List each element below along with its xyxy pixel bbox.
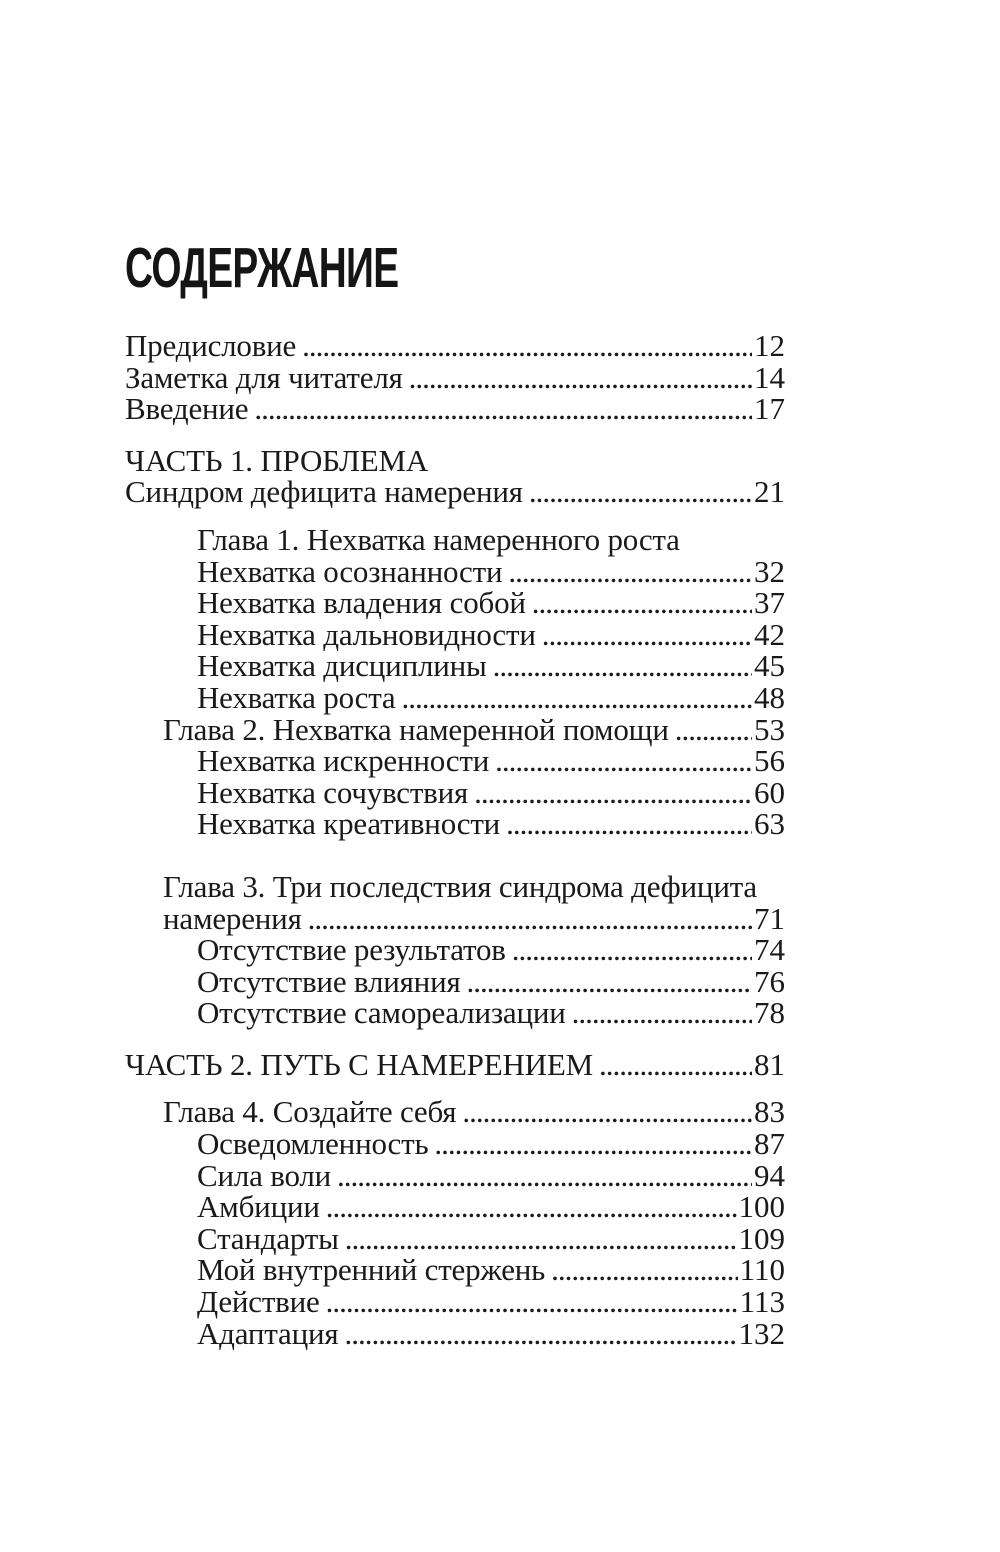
toc-entry-label: Глава 1. Нехватка намеренного роста (197, 521, 680, 557)
dot-leader (344, 1318, 736, 1350)
toc-entry-page: 113 (739, 1284, 785, 1320)
toc-entry-label: Отсутствие влияния (197, 963, 461, 999)
dot-leader (434, 1128, 752, 1160)
toc-entry-page: 76 (754, 963, 785, 999)
toc-entry-page: 14 (754, 359, 785, 395)
toc-entry (125, 679, 785, 715)
toc-entry (125, 934, 785, 966)
dot-leader (254, 393, 752, 425)
page-title: СОДЕРЖАНИЕ (125, 236, 399, 300)
toc-entry-label: Осведомленность (197, 1126, 429, 1162)
toc-entry-page: 81 (754, 1046, 785, 1082)
dot-leader (495, 745, 752, 777)
toc-entry-label: ЧАСТЬ 1. ПРОБЛЕМА (125, 442, 429, 478)
toc-entry (125, 616, 785, 652)
toc-entry (125, 393, 785, 425)
toc-entry-page: 100 (738, 1189, 785, 1225)
toc-entry-page: 87 (754, 1126, 785, 1162)
toc-entry-label: намерения (163, 900, 302, 936)
dot-leader (462, 1096, 752, 1128)
dot-leader (308, 903, 752, 935)
toc-entry-label: Нехватка креативности (197, 806, 501, 842)
toc-list (125, 330, 785, 1349)
dot-leader (675, 714, 752, 746)
toc-entry-label: ЧАСТЬ 2. ПУТЬ С НАМЕРЕНИЕМ (125, 1046, 593, 1082)
toc-entry (125, 1191, 785, 1223)
dot-leader (337, 1160, 752, 1192)
dot-leader (493, 650, 752, 682)
toc-entry-label: Нехватка сочувствия (197, 774, 469, 810)
toc-entry-page: 78 (754, 995, 785, 1031)
toc-entry-label: Амбиции (197, 1189, 320, 1225)
toc-entry (125, 1046, 785, 1082)
toc-entry (125, 745, 785, 777)
toc-entry (125, 359, 785, 395)
toc-entry-label: Заметка для читателя (125, 359, 403, 395)
toc-entry (125, 330, 785, 362)
toc-entry-label: Адаптация (197, 1315, 339, 1351)
toc-entry-label: Сила воли (197, 1157, 332, 1193)
dot-leader (467, 966, 752, 998)
toc-entry (125, 1254, 785, 1286)
toc-entry-label: Отсутствие результатов (197, 932, 506, 968)
toc-entry-page: 48 (754, 679, 785, 715)
toc-entry (125, 521, 785, 557)
toc-entry (125, 650, 785, 682)
toc-entry (125, 808, 785, 840)
toc-entry-page: 109 (738, 1220, 785, 1256)
dot-leader (326, 1286, 738, 1318)
toc-entry-label: Синдром дефицита намерения (125, 474, 523, 510)
toc-entry (125, 1315, 785, 1351)
toc-entry-label: Нехватка искренности (197, 743, 490, 779)
toc-entry (125, 1128, 785, 1160)
toc-content (125, 238, 785, 1349)
toc-entry (125, 553, 785, 589)
dot-leader (542, 619, 752, 651)
toc-entry-label: Глава 3. Три последствия синдрома дефицита (163, 868, 757, 904)
toc-entry-page: 53 (754, 711, 785, 747)
toc-entry-label: Нехватка дисциплины (197, 648, 487, 684)
dot-leader (402, 682, 753, 714)
dot-leader (302, 330, 752, 362)
dot-leader (529, 476, 752, 508)
toc-entry-page: 83 (754, 1094, 785, 1130)
toc-entry (125, 1096, 785, 1128)
toc-entry-page: 45 (754, 648, 785, 684)
toc-entry-page: 110 (739, 1252, 785, 1288)
dot-leader (326, 1191, 737, 1223)
toc-entry (125, 868, 785, 904)
dot-leader (551, 1254, 738, 1286)
toc-entry-label: Нехватка роста (197, 679, 396, 715)
dot-leader (512, 934, 752, 966)
toc-entry-label: Нехватка осознанности (197, 553, 503, 589)
toc-entry-page: 32 (754, 553, 785, 589)
toc-entry (125, 963, 785, 999)
dot-leader (508, 556, 752, 588)
toc-entry (125, 1157, 785, 1193)
toc-entry (125, 1286, 785, 1318)
toc-entry-label: Нехватка дальновидности (197, 616, 536, 652)
dot-leader (599, 1049, 752, 1081)
toc-entry-label: Предисловие (125, 328, 297, 363)
toc-entry-label: Стандарты (197, 1220, 339, 1256)
toc-entry-page: 60 (754, 774, 785, 810)
toc-entry-page: 12 (754, 328, 785, 363)
toc-entry-page: 56 (754, 743, 785, 779)
dot-leader (572, 997, 752, 1029)
toc-entry (125, 476, 785, 508)
dot-leader (506, 808, 752, 840)
toc-entry (125, 711, 785, 747)
toc-entry-label: Нехватка владения собой (197, 585, 526, 621)
toc-entry (125, 774, 785, 810)
toc-entry (125, 997, 785, 1029)
toc-entry-page: 17 (754, 391, 785, 427)
toc-entry-page: 132 (738, 1315, 785, 1351)
toc-entry (125, 900, 785, 936)
toc-entry (125, 442, 785, 478)
toc-entry-page: 71 (754, 900, 785, 936)
dot-leader (474, 777, 752, 809)
dot-leader (409, 362, 752, 394)
toc-entry-label: Мой внутренний стержень (197, 1252, 546, 1288)
toc-entry (125, 587, 785, 619)
toc-entry-page: 37 (754, 585, 785, 621)
toc-entry-label: Действие (197, 1284, 320, 1320)
dot-leader (532, 587, 752, 619)
toc-entry-page: 63 (754, 806, 785, 842)
toc-entry-label: Глава 2. Нехватка намеренной помощи (163, 711, 669, 747)
dot-leader (345, 1223, 737, 1255)
toc-entry-label: Глава 4. Создайте себя (163, 1094, 457, 1130)
toc-entry (125, 1220, 785, 1256)
toc-entry-page: 74 (754, 932, 785, 968)
toc-entry-label: Введение (125, 391, 249, 427)
toc-entry-page: 21 (754, 474, 785, 510)
toc-entry-page: 42 (754, 616, 785, 652)
toc-entry-page: 94 (754, 1157, 785, 1193)
toc-entry-label: Отсутствие самореализации (197, 995, 566, 1031)
